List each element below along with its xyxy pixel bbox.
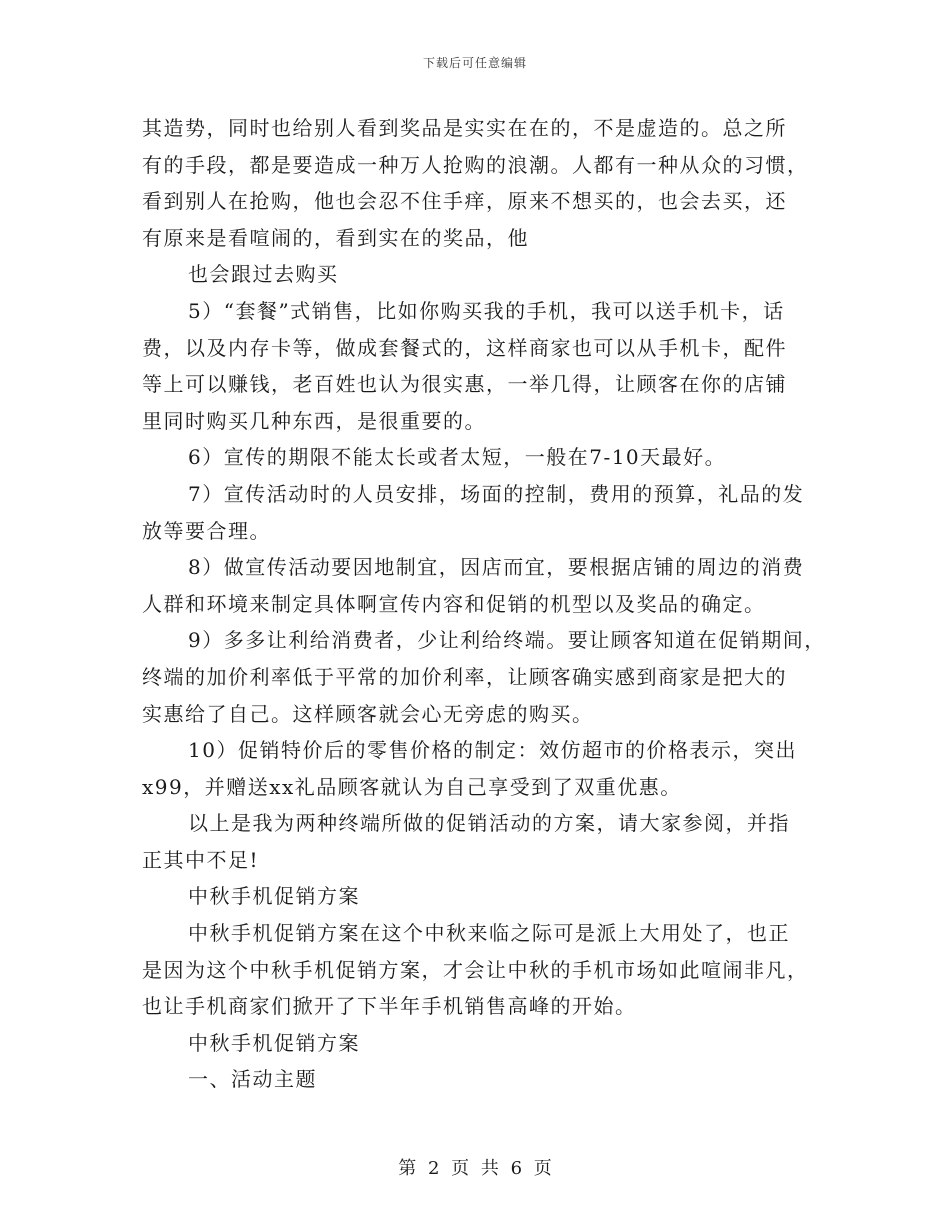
body-line: 中秋手机促销方案在这个中秋来临之际可是派上大用处了，也正 [188, 921, 790, 946]
body-line: 8）做宣传活动要因地制宜，因店而宜，要根据店铺的周边的消费 [188, 555, 805, 580]
body-line: 里同时购买几种东西，是很重要的。 [142, 408, 486, 433]
body-line: 6）宣传的期限不能太长或者太短，一般在7-10天最好。 [188, 445, 727, 470]
body-line: 也让手机商家们掀开了下半年手机销售高峰的开始。 [142, 994, 637, 1019]
body-line: 有原来是看喧闹的，看到实在的奖品，他 [142, 225, 529, 250]
body-line: x99，并赠送xx礼品顾客就认为自己享受到了双重优惠。 [142, 774, 682, 799]
page-footer: 第 2 页 共 6 页 [398, 1158, 552, 1179]
body-line: 实惠给了自己。这样顾客就会心无旁虑的购买。 [142, 701, 594, 726]
body-line: 费，以及内存卡等，做成套餐式的，这样商家也可以从手机卡，配件 [142, 335, 787, 360]
document-body [142, 110, 832, 1098]
body-line: 是因为这个中秋手机促销方案，才会让中秋的手机市场如此喧闹非凡， [142, 957, 809, 982]
body-line: 5）“套餐”式销售，比如你购买我的手机，我可以送手机卡，话 [188, 298, 785, 323]
body-line: 7）宣传活动时的人员安排，场面的控制，费用的预算，礼品的发 [188, 481, 805, 506]
body-line: 9）多多让利给消费者，少让利给终端。要让顾客知道在促销期间， [188, 628, 826, 653]
body-line: 以上是我为两种终端所做的促销活动的方案，请大家参阅，并指 [188, 811, 790, 836]
body-line: 10）促销特价后的零售价格的制定：效仿超市的价格表示，突出 [188, 738, 797, 763]
section-heading: 中秋手机促销方案 [188, 884, 360, 909]
body-line: 看到别人在抢购，他也会忍不住手痒，原来不想买的，也会去买，还 [142, 189, 787, 214]
section-heading: 中秋手机促销方案 [188, 1030, 360, 1055]
body-line: 有的手段，都是要造成一种万人抢购的浪潮。人都有一种从众的习惯， [142, 152, 809, 177]
page-header: 下载后可任意编辑 [422, 56, 527, 70]
body-line: 正其中不足! [142, 847, 260, 872]
body-line: 人群和环境来制定具体啊宣传内容和促销的机型以及奖品的确定。 [142, 591, 766, 616]
body-line: 其造势，同时也给别人看到奖品是实实在在的，不是虚造的。总之所 [142, 116, 787, 140]
section-heading: 一、活动主题 [188, 1067, 317, 1092]
body-line: 等上可以赚钱，老百姓也认为很实惠，一举几得，让顾客在你的店铺 [142, 372, 787, 397]
body-line: 放等要合理。 [142, 518, 271, 543]
body-line: 也会跟过去购买 [188, 262, 339, 287]
body-line: 终端的加价利率低于平常的加价利率，让顾客确实感到商家是把大的 [142, 664, 787, 689]
